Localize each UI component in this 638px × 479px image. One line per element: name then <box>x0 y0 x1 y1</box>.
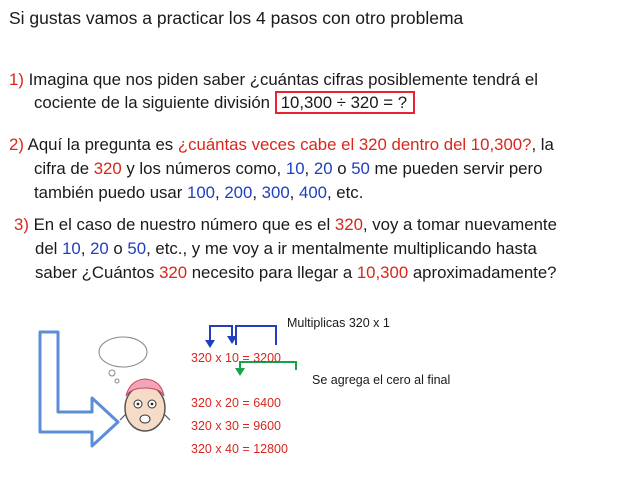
step2-text: o <box>332 159 352 178</box>
number-320: 320 <box>93 159 122 178</box>
number-10: 10 <box>285 159 305 178</box>
number-320: 320 <box>159 263 188 282</box>
number-10300: 10,300 <box>356 263 409 282</box>
calc-row-1: 320 x 10 = 3200 <box>191 351 282 365</box>
step3-text: del <box>35 239 63 258</box>
step3-text: necesito para llegar a <box>187 263 357 282</box>
number-100: 100 <box>187 183 215 202</box>
step2-text: cifra de <box>34 159 94 178</box>
step1-text-2: cociente de la siguiente división <box>34 93 271 112</box>
step3-text: , voy a tomar nuevamente <box>362 215 557 234</box>
step3-text: saber ¿Cuántos <box>35 263 160 282</box>
thought-bubble-icon <box>99 337 147 383</box>
step1-number: 1) <box>9 70 24 89</box>
step3-text: , etc., y me voy a ir mentalmente multiplicando hasta <box>146 239 537 258</box>
number-50: 50 <box>127 239 147 258</box>
number-200: 200 <box>224 183 253 202</box>
step2-text: , <box>215 183 225 202</box>
number-20: 20 <box>313 159 333 178</box>
step3-text: aproximadamente? <box>408 263 557 282</box>
thinking-head-icon <box>120 379 170 431</box>
step2-text: , <box>289 183 299 202</box>
step2-text: , <box>252 183 262 202</box>
step1-text: Imagina que nos piden saber ¿cuántas cifras posiblemente tendrá el <box>23 70 538 89</box>
step3-text: , <box>80 239 91 258</box>
step2-text: también puedo usar <box>34 183 187 202</box>
step3-number: 3) <box>14 215 29 234</box>
step3-text: o <box>108 239 128 258</box>
calc-row-3: 320 x 30 = 9600 <box>191 419 282 433</box>
zero-note: Se agrega el cero al final <box>312 373 451 387</box>
number-50: 50 <box>351 159 370 178</box>
blue-arrows-icon <box>210 326 276 345</box>
number-400: 400 <box>298 183 327 202</box>
number-20: 20 <box>90 239 109 258</box>
step2-question: ¿cuántas veces cabe el 320 dentro del 10,300? <box>177 135 532 154</box>
number-300: 300 <box>261 183 290 202</box>
step2-text: y los números como, <box>121 159 286 178</box>
step2-text: me pueden servir pero <box>369 159 543 178</box>
page-title: Si gustas vamos a practicar los 4 pasos con otro problema <box>9 8 464 28</box>
step2-text: , <box>304 159 314 178</box>
calc-row-2: 320 x 20 = 6400 <box>191 396 282 410</box>
step2-text: , la <box>531 135 554 154</box>
step2-text: , etc. <box>326 183 364 202</box>
step2-number: 2) <box>9 135 24 154</box>
number-10: 10 <box>62 239 81 258</box>
number-320: 320 <box>334 215 363 234</box>
step2-text: Aquí la pregunta es <box>23 135 178 154</box>
multiply-note: Multiplicas 320 x 1 <box>287 316 390 330</box>
calc-row-4: 320 x 40 = 12800 <box>191 442 288 456</box>
step3-text: En el caso de nuestro número que es el <box>28 215 335 234</box>
division-expression: 10,300 ÷ 320 = ? <box>275 91 415 114</box>
